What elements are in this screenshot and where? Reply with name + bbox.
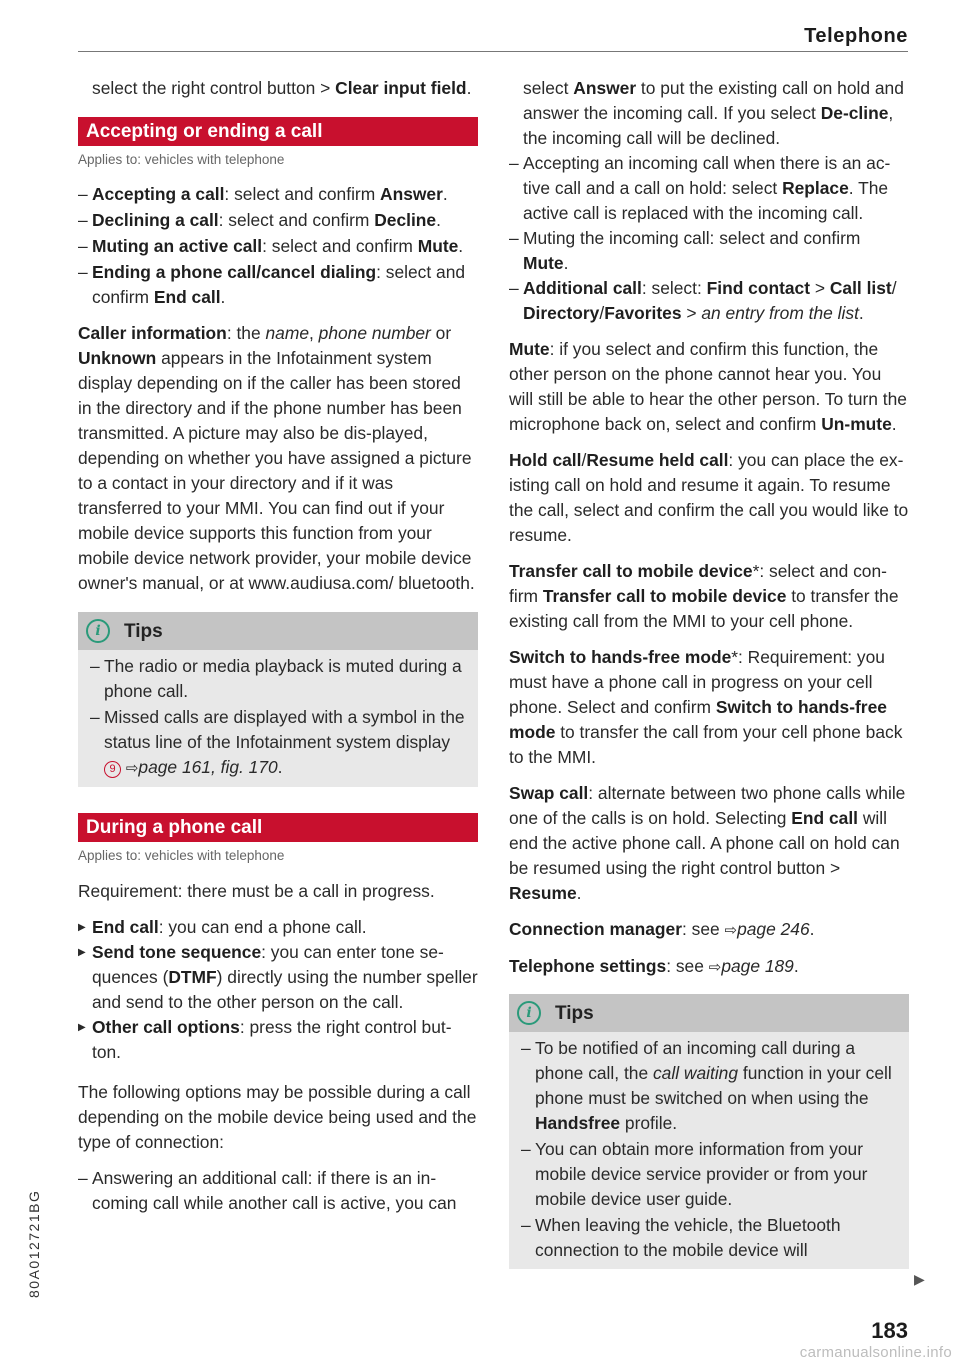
transfer-call-paragraph: Transfer call to mobile device*: select and con-firm Transfer call to mobile device to transfer the existing call from the MMI to your cell phone. [509, 561, 899, 631]
header-divider [78, 51, 908, 52]
applies-to-note: Applies to: vehicles with telephone [78, 152, 285, 167]
watermark: carmanualsonline.info [799, 1344, 952, 1361]
tips-header [509, 994, 909, 1032]
tips-item: – Missed calls are displayed with a symbol in the status line of the Infotainment system display 9 ⇨page 161, fig. 170. [90, 705, 468, 781]
telephone-settings-paragraph: Telephone settings: see ⇨page 189. [509, 956, 799, 976]
info-icon: i [86, 619, 110, 643]
mute-paragraph: Mute: if you select and confirm this function, the other person on the phone cannot hear you. You will still be able to hear the other person. To turn the microphone back on, select and confirm Un-mute. [509, 339, 907, 434]
swap-call-paragraph: Swap call: alternate between two phone calls while one of the calls is on hold. Selecting End call will end the active phone call. A phone call on hold can be resumed using the right control button > Resume. [509, 783, 906, 903]
connection-manager-paragraph: Connection manager: see ⇨page 246. [509, 919, 815, 939]
chapter-title: Telephone [804, 25, 908, 47]
document-code: 80A012721BG [26, 1189, 42, 1298]
callout-marker: 9 [104, 761, 121, 778]
continued-paragraph: select Answer to put the existing call on hold and answer the incoming call. If you select De-cline, the incoming call will be declined. [523, 78, 904, 148]
list-item: – Ending a phone call/cancel dialing: select and confirm End call. [78, 260, 478, 310]
list-item: – Declining a call: select and confirm Decline. [78, 208, 478, 233]
tips-title: Tips [124, 620, 163, 642]
continue-arrow-icon: ▶ [914, 1271, 925, 1287]
page-link-arrow-icon: ⇨ [724, 922, 738, 939]
applies-to-note: Applies to: vehicles with telephone [78, 848, 285, 863]
page-link-arrow-icon: ⇨ [125, 760, 139, 777]
accepting-list [78, 182, 478, 310]
list-item: – Answering an additional call: if there is an in-coming call while another call is active, you can [78, 1166, 478, 1216]
tips-body [509, 1032, 909, 1269]
tips-box [78, 612, 478, 787]
tips-body [78, 650, 478, 787]
page-reference-link[interactable]: page 161, fig. 170 [138, 757, 278, 777]
tips-item: – You can obtain more information from your mobile device service provider or from your mobile device user guide. [521, 1137, 899, 1212]
section-heading-during-call: During a phone call [78, 813, 478, 842]
page-link-arrow-icon: ⇨ [708, 959, 722, 976]
hands-free-paragraph: Switch to hands-free mode*: Requirement: you must have a phone call in progress on your cell phone. Select and confirm Switch to hands-free mode to transfer the call from your cell phone back to the MMI. [509, 647, 903, 767]
page-reference-link[interactable]: page 189 [721, 956, 794, 976]
list-item: – Muting an active call: select and confirm Mute. [78, 234, 478, 259]
tips-item: – To be notified of an incoming call during a phone call, the call waiting function in your cell phone must be switched on when using the Handsfree profile. [521, 1036, 899, 1136]
during-call-steps [78, 915, 478, 1065]
page-number: 183 [871, 1318, 908, 1343]
tips-box [509, 994, 909, 1269]
list-item: – Muting the incoming call: select and confirm Mute. [509, 226, 909, 276]
list-item: – Additional call: select: Find contact > Call list/ Directory/Favorites > an entry from the list. [509, 276, 909, 326]
info-icon: i [517, 1001, 541, 1025]
page-reference-link[interactable]: page 246 [737, 919, 810, 939]
following-options-paragraph: The following options may be possible during a call depending on the mobile device being used and the type of connection: [78, 1082, 477, 1152]
step-item: ▶ End call: you can end a phone call. [78, 915, 478, 940]
left-column [78, 76, 478, 1216]
intro-paragraph: select the right control button > Clear input field. [92, 78, 472, 98]
list-item: – Accepting a call: select and confirm Answer. [78, 182, 478, 207]
right-column [509, 76, 909, 1269]
tips-item: – When leaving the vehicle, the Bluetooth connection to the mobile device will [521, 1213, 899, 1263]
tips-title: Tips [555, 1002, 594, 1024]
tips-header [78, 612, 478, 650]
step-item: ▶ Send tone sequence: you can enter tone se-quences (DTMF) directly using the number speller and send to the other person on the call. [78, 940, 478, 1015]
section-heading-accepting: Accepting or ending a call [78, 117, 478, 146]
tips-item: – The radio or media playback is muted during a phone call. [90, 654, 468, 704]
step-item: ▶ Other call options: press the right control but-ton. [78, 1015, 478, 1065]
requirement-text: Requirement: there must be a call in progress. [78, 881, 435, 901]
hold-call-paragraph: Hold call/Resume held call: you can place the ex-isting call on hold and resume it again. To resume the call, select and confirm the call you would like to resume. [509, 450, 909, 545]
list-item: – Accepting an incoming call when there is an ac-tive call and a call on hold: select Replace. The active call is replaced with the incoming call. [509, 151, 909, 226]
caller-information-paragraph: Caller information: the name, phone number or Unknown appears in the Infotainment system display depending on if the caller has been stored in the directory and if the phone number has been transmitted. A picture may also be dis-played, depending on whether you have assigned a picture to a contact in your directory and if it was transferred to your MMI. You can find out if your mobile device supports this function from your mobile device network provider, your mobile device owner's manual, or at www.audiusa.com/ bluetooth. [78, 323, 475, 593]
